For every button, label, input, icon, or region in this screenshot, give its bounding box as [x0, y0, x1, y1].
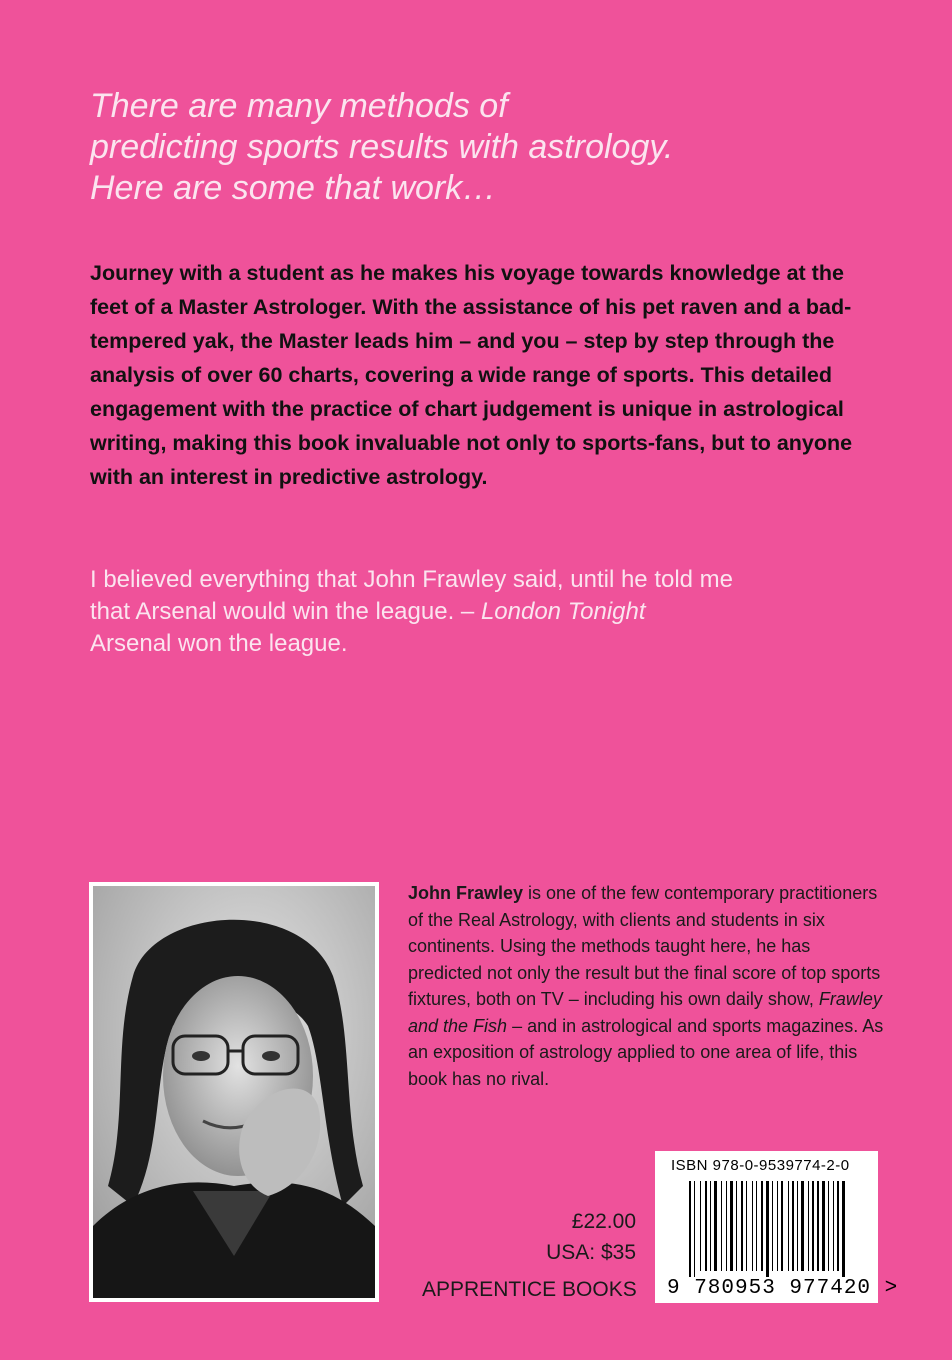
tagline-line-2: predicting sports results with astrology.	[90, 128, 674, 166]
publisher-name: APPRENTICE BOOKS	[422, 1278, 637, 1301]
author-bio	[408, 880, 888, 1092]
tagline-line-1: There are many methods of	[90, 87, 508, 125]
bio-show-title: Frawley and the Fish	[408, 989, 882, 1036]
price-uk: £22.00	[571, 1210, 636, 1233]
quote-line-2-text: that Arsenal would win the league. –	[90, 598, 481, 625]
quote-line-1: I believed everything that John Frawley said, until he told me	[90, 566, 734, 593]
isbn-barcode	[655, 1151, 899, 1303]
press-quote	[90, 564, 890, 660]
tagline-line-3: Here are some that work…	[90, 169, 497, 207]
quote-line-2	[90, 596, 890, 628]
quote-source: London Tonight	[480, 598, 646, 625]
isbn-label: ISBN 978-0-9539774-2-0	[671, 1157, 850, 1174]
tagline	[90, 86, 910, 209]
author-photo	[93, 886, 375, 1298]
book-blurb: Journey with a student as he makes his voyage towards knowledge at the feet of a Master Astrologer. With the assistance of his pet raven and a bad-tempered yak, the Master leads him – and you – step by step through the analysis of over 60 charts, covering a wide range of sports. This detailed engagement with the practice of chart judgement is unique in astrological writing, making this book invaluable not only to sports-fans, but to anyone with an interest in predictive astrology.	[90, 261, 853, 489]
author-name: John Frawley	[408, 883, 524, 903]
barcode-digits: 9 780953 977420 >	[667, 1277, 899, 1300]
author-photo-frame	[89, 882, 379, 1302]
bio-text-1: is one of the few contemporary practitioners of the Real Astrology, with clients and students in six continents. Using the methods taught here, he has predicted not only the result but the final score of top sports fixtures, both on TV – including his own daily show,	[408, 883, 881, 1009]
bio-text-2: – and in astrological and sports magazines. As an exposition of astrology applied to one area of life, this book has no rival.	[408, 1015, 884, 1089]
price-usa: USA: $35	[546, 1241, 636, 1264]
quote-line-3: Arsenal won the league.	[90, 630, 348, 657]
